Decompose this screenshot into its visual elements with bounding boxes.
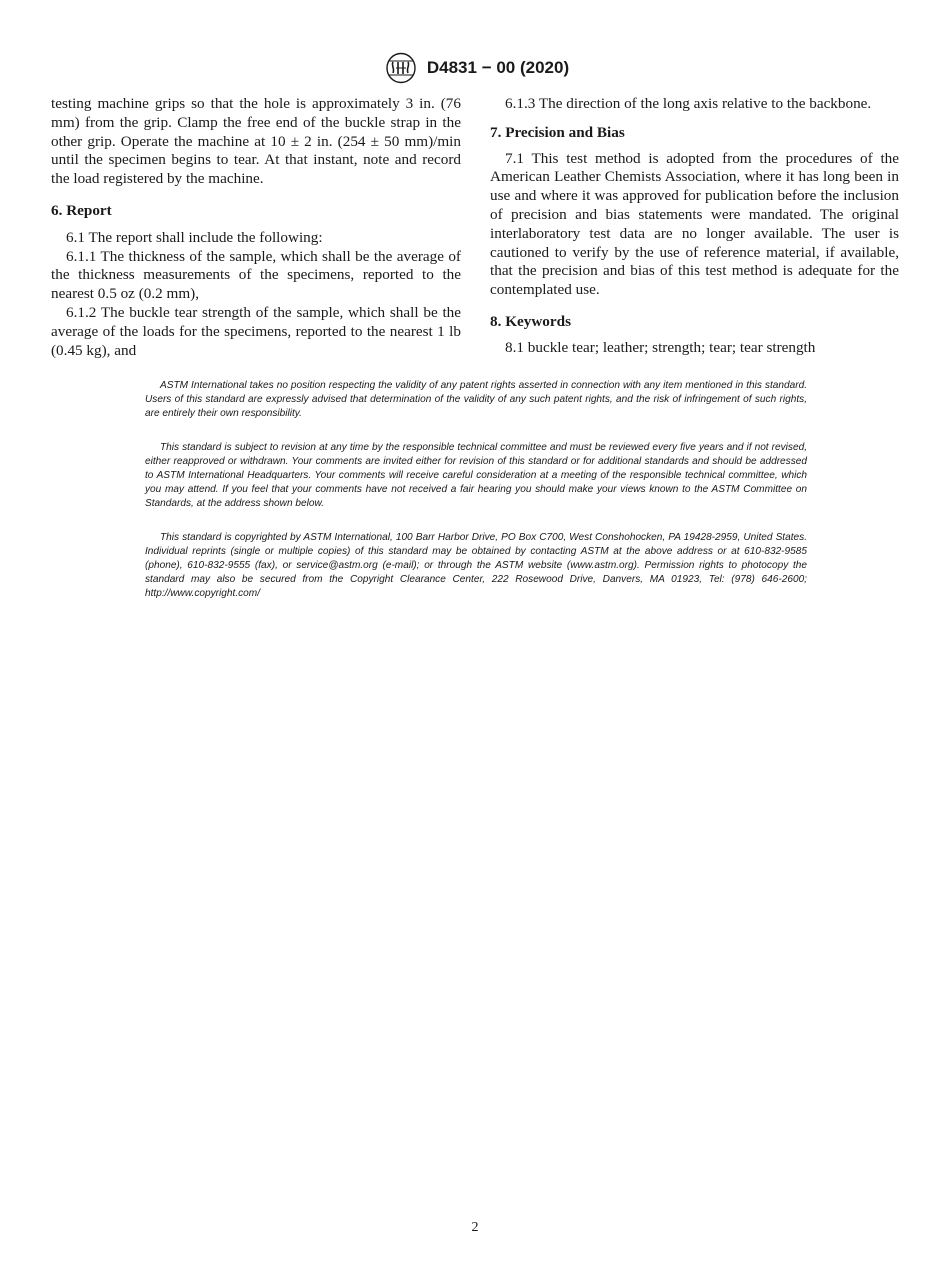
section7-heading: 7. Precision and Bias [490, 123, 625, 141]
paragraph-6-1: 6.1 The report shall include the following: [66, 228, 323, 246]
paragraph-6-1-3: 6.1.3 The direction of the long axis relative to the backbone. [505, 95, 872, 112]
section8-heading: 8. Keywords [490, 312, 571, 330]
copyright-notice: This standard is copyrighted by ASTM International, 100 Barr Harbor Drive, PO Box C700, West Conshohocken, PA 19428-2959, United States. Individual reprints (single or multiple copies) of this standard may be obtained by contacting ASTM at the above address or at 610-832-9585 (phone), 610-832-9555 (fax), or service@astm.org (e-mail); or through the ASTM website (www.astm.org). Permission rights to photocopy the standard may also be secured from the Copyright Clearance Center, 222 Rosewood Drive, Danvers, MA 01923, Tel: (978) 646-2600; http://www.copyright.com/ [145, 532, 807, 599]
revision-notice: This standard is subject to revision at any time by the responsible technical committee and must be reviewed every five years and if not revised, either reapproved or withdrawn. Your comments are invited either for revision of this standard or for additional standards and should be addressed to ASTM International Headquarters. Your comments will receive careful consideration at a meeting of the responsible technical committee, which you may attend. If you feel that your comments have not received a fair hearing you should make your views known to the ASTM Committee on Standards, at the address shown below. [145, 442, 807, 509]
astm-logo-icon [381, 52, 421, 84]
section6-heading: 6. Report [51, 201, 112, 219]
page-number: 2 [471, 1220, 479, 1235]
paragraph-6-1-1: 6.1.1 The thickness of the sample, which shall be the average of the thickness measurements of the specimens, reported to the nearest 0.5 oz (0.2 mm), [51, 247, 461, 303]
page-header [0, 52, 950, 84]
header-inner [381, 52, 569, 84]
right-column [490, 95, 899, 358]
left-column [51, 95, 461, 360]
patent-notice: ASTM International takes no position respecting the validity of any patent rights asserted in connection with any item mentioned in this standard. Users of this standard are expressly advised that determination of the validity of any such patent rights, and the risk of infringement of such rights, are entirely their own responsibility. [145, 380, 807, 419]
paragraph-8-1: 8.1 buckle tear; leather; strength; tear; tear strength [505, 338, 816, 356]
legal-notices [145, 379, 807, 621]
paragraph-6-1-2: 6.1.2 The buckle tear strength of the sample, which shall be the average of the loads for the specimens, reported to the nearest 1 lb (0.45 kg), and [51, 303, 461, 359]
section5-continuation: testing machine grips so that the hole is approximately 3 in. (76 mm) from the grip. Clamp the free end of the buckle strap in the other grip. Operate the machine at 10 ± 2 in. (254 ± 50 mm)/min until the specimen begins to tear. At that instant, note and record the load registered by the machine. [51, 95, 461, 188]
document-id: D4831 − 00 (2020) [426, 58, 570, 77]
paragraph-7-1: 7.1 This test method is adopted from the procedures of the American Leather Chemists Association, where it has long been in use and where it was approved for publication before the inclusion of precision and bias statements were mandated. The original interlaboratory test data are no longer available. The user is cautioned to verify by the use of reference material, if available, that the precision and bias of this test method is adequate for the contemplated use. [490, 149, 899, 299]
